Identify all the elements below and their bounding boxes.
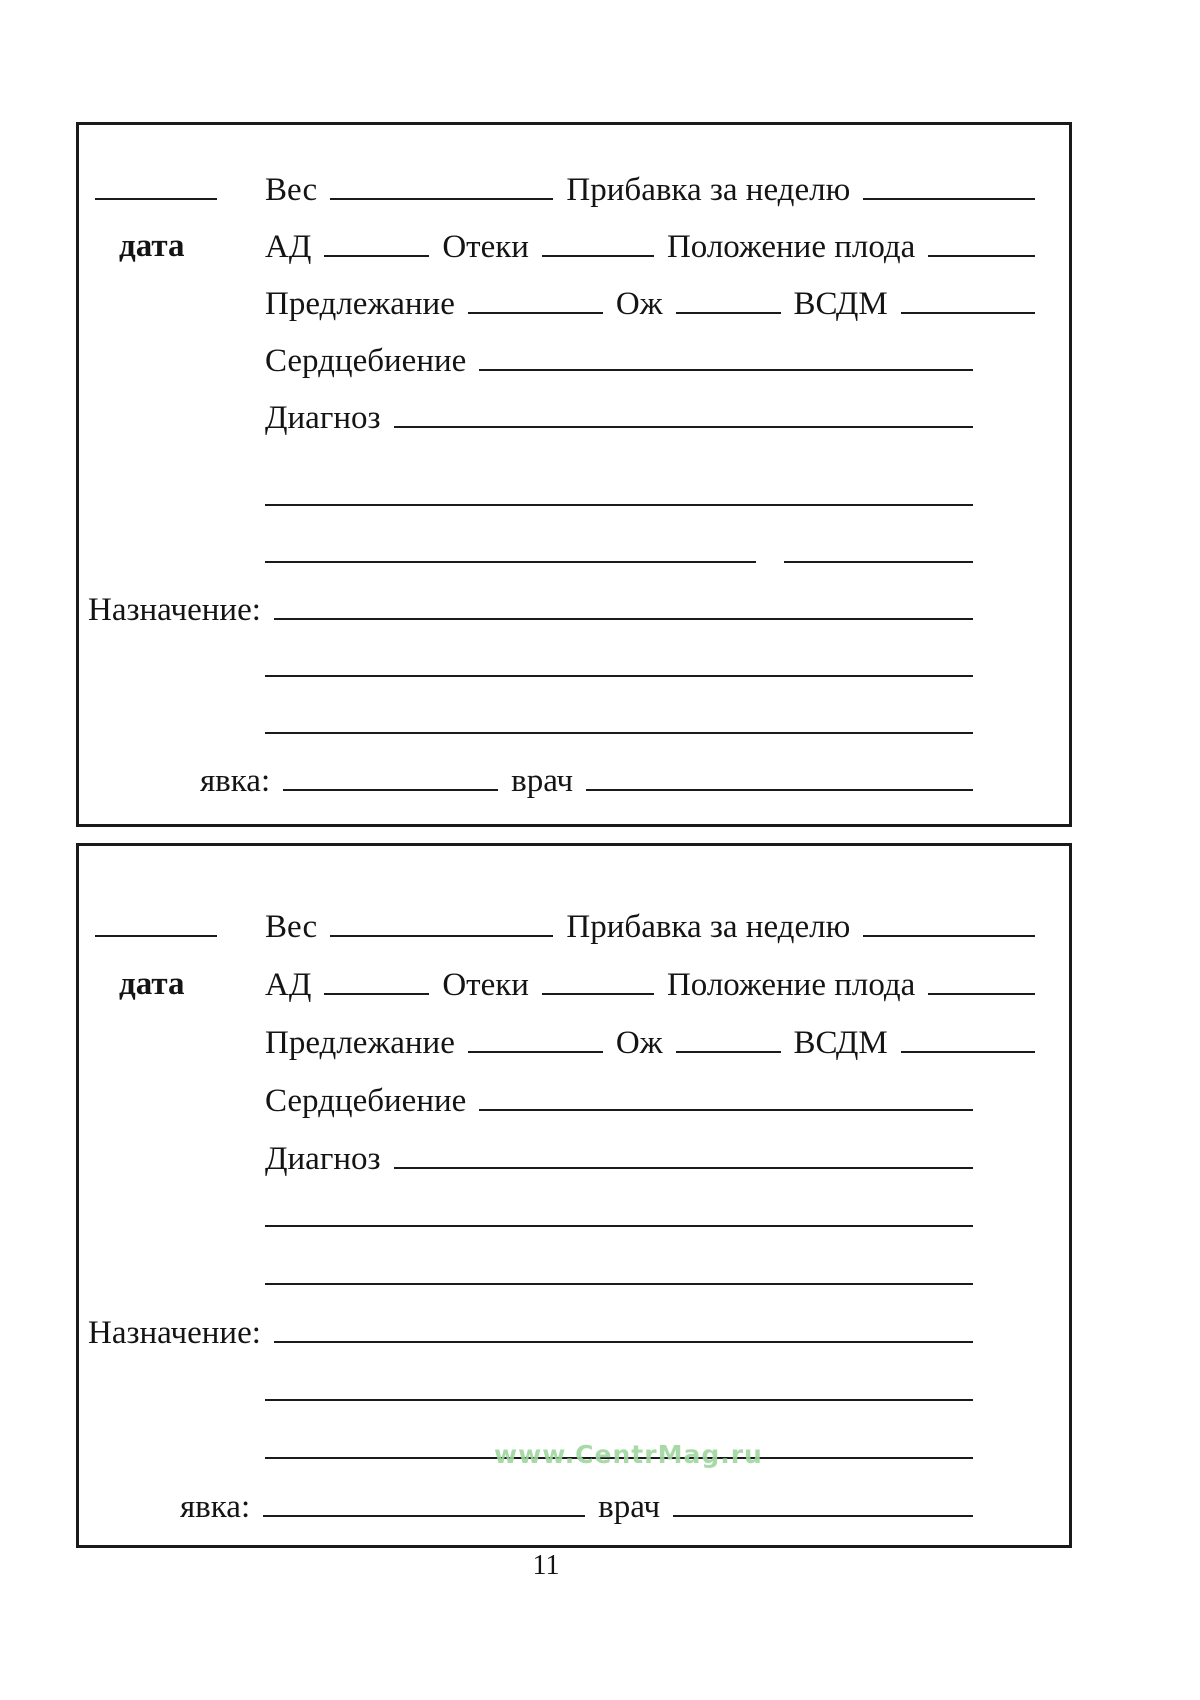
presentation-label: Предлежание xyxy=(265,286,455,322)
diagnosis-extra-line-row xyxy=(79,513,1069,570)
date-field xyxy=(95,198,217,200)
watermark: www.CentrMag.ru xyxy=(494,1440,763,1469)
presentation-row xyxy=(79,264,1069,321)
prescription-label: Назначение: xyxy=(88,592,261,628)
diagnosis-row xyxy=(79,1118,1069,1176)
abdominal-circumference-label: Ож xyxy=(615,1025,663,1061)
blood-pressure-row xyxy=(79,944,1069,1002)
edema-field xyxy=(542,993,654,995)
heartbeat-field xyxy=(479,369,973,371)
edema-label: Отеки xyxy=(442,967,529,1003)
presentation-field xyxy=(468,1051,603,1053)
abdominal-circumference-label: Ож xyxy=(615,286,663,322)
fundal-height-label: ВСДМ xyxy=(793,286,888,322)
date-cell xyxy=(79,968,265,1002)
visit-row xyxy=(79,1466,1069,1524)
date-cell xyxy=(79,230,265,264)
visit-label: явка: xyxy=(200,763,271,799)
prescription-extra-line-row xyxy=(79,684,1069,741)
blood-pressure-label: АД xyxy=(265,229,312,265)
diagnosis-extra-line-row xyxy=(79,1234,1069,1292)
doctor-field xyxy=(586,789,973,791)
weight-field xyxy=(330,198,553,200)
diagnosis-field xyxy=(394,426,973,428)
weight-label: Вес xyxy=(265,172,318,208)
doctor-label: врач xyxy=(511,763,574,799)
blood-pressure-label: АД xyxy=(265,967,312,1003)
fetal-position-label: Положение плода xyxy=(666,967,916,1003)
prescription-extra-field xyxy=(265,675,973,677)
diagnosis-row xyxy=(79,378,1069,435)
date-cell xyxy=(79,198,265,207)
prescription-extra-line-row xyxy=(79,1350,1069,1408)
heartbeat-label: Сердцебиение xyxy=(265,1083,467,1119)
visit-row xyxy=(79,741,1069,798)
weekly-gain-label: Прибавка за неделю xyxy=(566,909,851,945)
diagnosis-extra-line-row xyxy=(79,456,1069,513)
date-cell xyxy=(79,935,265,944)
diagnosis-label: Диагноз xyxy=(265,1141,381,1177)
weight-field xyxy=(330,935,553,937)
fundal-height-label: ВСДМ xyxy=(793,1025,888,1061)
edema-field xyxy=(542,255,654,257)
blood-pressure-field xyxy=(324,993,429,995)
heartbeat-field xyxy=(479,1109,973,1111)
presentation-row xyxy=(79,1002,1069,1060)
fundal-height-field xyxy=(901,1051,1035,1053)
date-label: дата xyxy=(119,228,185,264)
fetal-position-field xyxy=(928,993,1035,995)
diagnosis-label: Диагноз xyxy=(265,400,381,436)
weekly-gain-field xyxy=(863,198,1035,200)
edema-label: Отеки xyxy=(442,229,529,265)
prescription-label: Назначение: xyxy=(88,1315,261,1351)
heartbeat-row xyxy=(79,321,1069,378)
fundal-height-field xyxy=(901,312,1035,314)
weekly-gain-field xyxy=(863,935,1035,937)
prescription-row xyxy=(79,570,1069,627)
prescription-extra-field xyxy=(265,732,973,734)
heartbeat-label: Сердцебиение xyxy=(265,343,467,379)
diagnosis-extra-field xyxy=(265,561,756,563)
prescription-row xyxy=(79,1292,1069,1350)
prescription-extra-line-row xyxy=(79,627,1069,684)
page-number: 11 xyxy=(532,1550,560,1581)
diagnosis-extra-field xyxy=(265,504,973,506)
date-label: дата xyxy=(119,966,185,1002)
weight-label: Вес xyxy=(265,909,318,945)
weight-row xyxy=(79,150,1069,207)
doctor-field xyxy=(673,1515,973,1517)
visit-field xyxy=(283,789,498,791)
visit-field xyxy=(263,1515,585,1517)
weight-row xyxy=(79,886,1069,944)
visit-record-card-1 xyxy=(76,122,1072,827)
blood-pressure-field xyxy=(324,255,429,257)
fetal-position-label: Положение плода xyxy=(666,229,916,265)
weekly-gain-label: Прибавка за неделю xyxy=(566,172,851,208)
date-field xyxy=(95,935,217,937)
diagnosis-extra-field xyxy=(265,1225,973,1227)
prescription-extra-field xyxy=(265,1399,973,1401)
heartbeat-row xyxy=(79,1060,1069,1118)
diagnosis-field xyxy=(394,1167,973,1169)
doctor-label: врач xyxy=(598,1489,661,1525)
visit-label: явка: xyxy=(180,1489,251,1525)
presentation-label: Предлежание xyxy=(265,1025,455,1061)
diagnosis-extra-field xyxy=(784,561,973,563)
abdominal-circumference-field xyxy=(676,1051,781,1053)
diagnosis-extra-line-row xyxy=(79,1176,1069,1234)
blood-pressure-row xyxy=(79,207,1069,264)
presentation-field xyxy=(468,312,603,314)
prescription-field xyxy=(274,618,973,620)
abdominal-circumference-field xyxy=(676,312,781,314)
fetal-position-field xyxy=(928,255,1035,257)
visit-record-card-2 xyxy=(76,843,1072,1548)
prescription-field xyxy=(274,1341,973,1343)
diagnosis-extra-field xyxy=(265,1283,973,1285)
